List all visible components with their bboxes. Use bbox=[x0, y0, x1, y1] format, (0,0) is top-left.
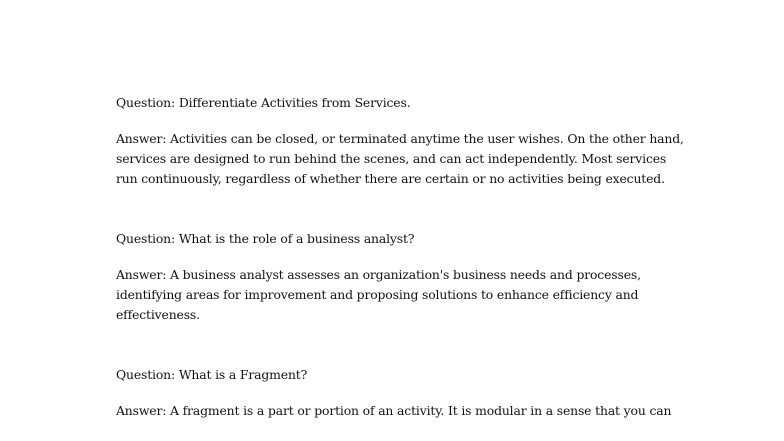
answer-line: Answer: A business analyst assesses an organization's business needs and processes, bbox=[116, 267, 641, 282]
question-text: Question: What is the role of a business analyst? bbox=[116, 231, 415, 246]
answer-line: Answer: Activities can be closed, or terminated anytime the user wishes. On the other hand, bbox=[116, 131, 684, 146]
answer-line: services are designed to run behind the scenes, and can act independently. Most services bbox=[116, 151, 667, 166]
qa-block bbox=[116, 365, 676, 421]
answer-line: run continuously, regardless of whether there are certain or no activities being executed. bbox=[116, 171, 665, 186]
answer-line: effectiveness. bbox=[116, 307, 200, 322]
answer-line: identifying areas for improvement and proposing solutions to enhance efficiency and bbox=[116, 287, 639, 302]
answer-text bbox=[116, 401, 676, 421]
document-body bbox=[116, 93, 684, 421]
question-text: Question: What is a Fragment? bbox=[116, 367, 308, 382]
qa-block bbox=[116, 229, 676, 325]
answer-text bbox=[116, 265, 676, 325]
answer-text bbox=[116, 129, 684, 189]
question-text: Question: Differentiate Activities from Services. bbox=[116, 95, 411, 110]
qa-block bbox=[116, 93, 684, 189]
answer-line: Answer: A fragment is a part or portion of an activity. It is modular in a sense that you can bbox=[116, 403, 672, 418]
